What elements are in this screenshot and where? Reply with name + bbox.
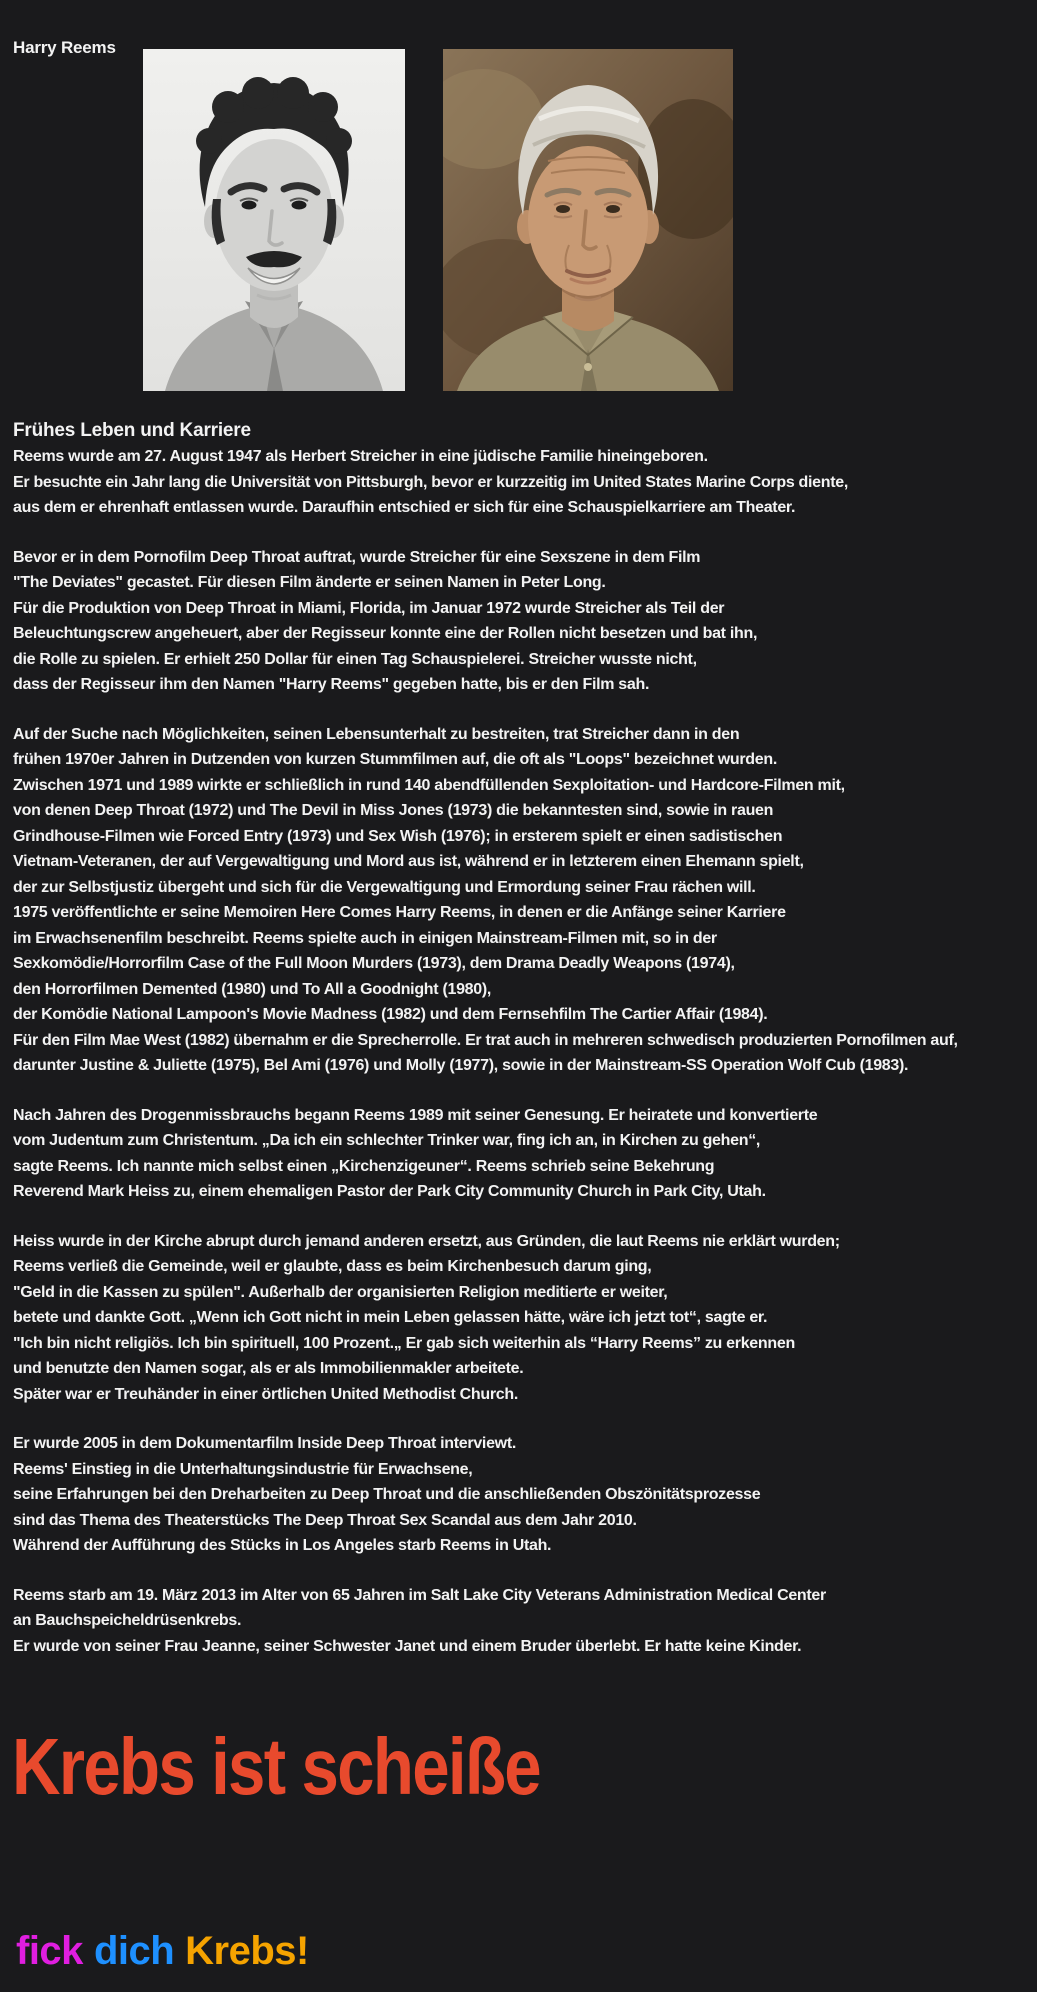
text-line: Reems wurde am 27. August 1947 als Herbert Streicher in eine jüdische Familie hineingeboren. bbox=[13, 448, 708, 465]
text-line: Reems verließ die Gemeinde, weil er glaubte, dass es beim Kirchenbesuch darum ging, bbox=[13, 1258, 652, 1275]
paragraph bbox=[13, 545, 1035, 698]
text-line: "The Deviates" gecastet. Für diesen Film änderte er seinen Namen in Peter Long. bbox=[13, 574, 606, 591]
section-heading: Frühes Leben und Karriere bbox=[13, 420, 251, 441]
text-line: Vietnam-Veteranen, der auf Vergewaltigung und Mord aus ist, während er in letzterem einen Ehemann spielt, bbox=[13, 853, 804, 870]
cancer-curse-line bbox=[16, 1931, 309, 1971]
text-line: Zwischen 1971 und 1989 wirkte er schließlich in rund 140 abendfüllenden Sexploitation- und Hardcore-Filmen mit, bbox=[13, 776, 845, 794]
text-line: Er besuchte ein Jahr lang die Universität von Pittsburgh, bevor er kurzzeitig im United States Marine Corps diente, bbox=[13, 473, 849, 491]
text-line: vom Judentum zum Christentum. „Da ich ein schlechter Trinker war, fing ich an, in Kirchen zu gehen“, bbox=[13, 1132, 761, 1149]
cancer-banner-heading: Krebs ist scheiße bbox=[12, 1722, 540, 1811]
text-line: Für die Produktion von Deep Throat in Miami, Florida, im Januar 1972 wurde Streicher als Teil der bbox=[13, 599, 725, 617]
text-line: "Ich bin nicht religiös. Ich bin spirituell, 100 Prozent.„ Er gab sich weiterhin als “Harry Reems” zu erkennen bbox=[13, 1334, 795, 1352]
text-line: seine Erfahrungen bei den Dreharbeiten zu Deep Throat und die anschließenden Obszönitätsprozesse bbox=[13, 1486, 761, 1503]
curse-word: dich bbox=[93, 1929, 175, 1973]
text-line: Er wurde 2005 in dem Dokumentarfilm Inside Deep Throat interviewt. bbox=[13, 1435, 516, 1452]
text-line: aus dem er ehrenhaft entlassen wurde. Daraufhin entschied er sich für eine Schauspielkarriere am Theater. bbox=[13, 499, 796, 516]
text-line: Reems' Einstieg in die Unterhaltungsindustrie für Erwachsene, bbox=[13, 1460, 473, 1478]
curse-word: fick bbox=[16, 1929, 83, 1973]
text-line: Reems starb am 19. März 2013 im Alter von 65 Jahren im Salt Lake City Veterans Administration Medical Center bbox=[13, 1586, 826, 1604]
text-line: 1975 veröffentlichte er seine Memoiren Here Comes Harry Reems, in denen er die Anfänge seiner Karriere bbox=[13, 904, 786, 921]
text-line: Nach Jahren des Drogenmissbrauchs begann Reems 1989 mit seiner Genesung. Er heiratete und konvertierte bbox=[13, 1106, 818, 1124]
text-line: Er wurde von seiner Frau Jeanne, seiner Schwester Janet und einem Bruder überlebt. Er hatte keine Kinder. bbox=[13, 1637, 802, 1655]
text-line: an Bauchspeicheldrüsenkrebs. bbox=[13, 1612, 242, 1629]
text-line: den Horrorfilmen Demented (1980) und To All a Goodnight (1980), bbox=[13, 980, 492, 998]
text-line: der Komödie National Lampoon's Movie Madness (1982) und dem Fernsehfilm The Cartier Affair (1984). bbox=[13, 1006, 768, 1023]
paragraph bbox=[13, 1229, 1035, 1408]
text-line: betete und dankte Gott. „Wenn ich Gott nicht in mein Leben gelassen hätte, wäre ich jetzt tot“, sagte er. bbox=[13, 1309, 768, 1326]
text-line: Für den Film Mae West (1982) übernahm er die Sprecherrolle. Er trat auch in mehreren schwedisch produzierten Pornofilmen auf, bbox=[13, 1031, 958, 1049]
text-line: Beleuchtungscrew angeheuert, aber der Regisseur konnte eine der Rollen nicht besetzen und bat ihn, bbox=[13, 625, 758, 642]
text-line: Bevor er in dem Pornofilm Deep Throat auftrat, wurde Streicher für eine Sexszene in dem Film bbox=[13, 548, 701, 566]
text-line: Später war er Treuhänder in einer örtlichen United Methodist Church. bbox=[13, 1385, 519, 1403]
page-title: Harry Reems bbox=[13, 38, 116, 57]
text-line: Reverend Mark Heiss zu, einem ehemaligen Pastor der Park City Community Church in Park City, Utah. bbox=[13, 1183, 766, 1200]
text-line: dass der Regisseur ihm den Namen "Harry Reems" gegeben hatte, bis er den Film sah. bbox=[13, 676, 650, 693]
paragraph bbox=[13, 417, 1035, 521]
curse-word: Krebs! bbox=[185, 1929, 309, 1973]
paragraph bbox=[13, 722, 1035, 1079]
paragraph bbox=[13, 1583, 1035, 1660]
text-line: die Rolle zu spielen. Er erhielt 250 Dollar für einen Tag Schauspielerei. Streicher wusste nicht, bbox=[13, 650, 697, 668]
text-line: der zur Selbstjustiz übergeht und sich für die Vergewaltigung und Ermordung seiner Frau rächen will. bbox=[13, 878, 756, 896]
bw-portrait-image bbox=[143, 49, 405, 391]
text-line: Sexkomödie/Horrorfilm Case of the Full Moon Murders (1973), dem Drama Deadly Weapons (1974), bbox=[13, 955, 735, 972]
portrait-photo-young-bw bbox=[143, 49, 405, 391]
paragraph bbox=[13, 1431, 1035, 1559]
text-line: Heiss wurde in der Kirche abrupt durch jemand anderen ersetzt, aus Gründen, die laut Reems nie erklärt wurden; bbox=[13, 1232, 840, 1250]
text-line: sind das Thema des Theaterstücks The Deep Throat Sex Scandal aus dem Jahr 2010. bbox=[13, 1511, 637, 1529]
text-line: Auf der Suche nach Möglichkeiten, seinen Lebensunterhalt zu bestreiten, trat Streicher dann in den bbox=[13, 725, 740, 743]
text-line: von denen Deep Throat (1972) und The Devil in Miss Jones (1973) die bekanntesten sind, sowie in rauen bbox=[13, 802, 774, 819]
text-line: "Geld in die Kassen zu spülen". Außerhalb der organisierten Religion meditierte er weiter, bbox=[13, 1283, 668, 1301]
paragraph bbox=[13, 1103, 1035, 1205]
article-body bbox=[13, 417, 1035, 1683]
text-line: frühen 1970er Jahren in Dutzenden von kurzen Stummfilmen auf, die oft als "Loops" bezeichnet wurden. bbox=[13, 751, 777, 768]
text-line: und benutzte den Namen sogar, als er als Immobilienmakler arbeitete. bbox=[13, 1360, 524, 1377]
text-line: sagte Reems. Ich nannte mich selbst einen „Kirchenzigeuner“. Reems schrieb seine Bekehrung bbox=[13, 1157, 715, 1175]
text-line: Grindhouse-Filmen wie Forced Entry (1973) und Sex Wish (1976); in ersterem spielt er einen sadistischen bbox=[13, 827, 783, 845]
text-line: darunter Justine & Juliette (1975), Bel Ami (1976) und Molly (1977), sowie in der Mainstream-SS Operation Wolf Cub (1983). bbox=[13, 1057, 909, 1074]
text-line: im Erwachsenenfilm beschreibt. Reems spielte auch in einigen Mainstream-Filmen mit, so in der bbox=[13, 929, 717, 947]
portrait-photo-older-color bbox=[443, 49, 733, 391]
text-line: Während der Aufführung des Stücks in Los Angeles starb Reems in Utah. bbox=[13, 1537, 552, 1554]
color-portrait-image bbox=[443, 49, 733, 391]
